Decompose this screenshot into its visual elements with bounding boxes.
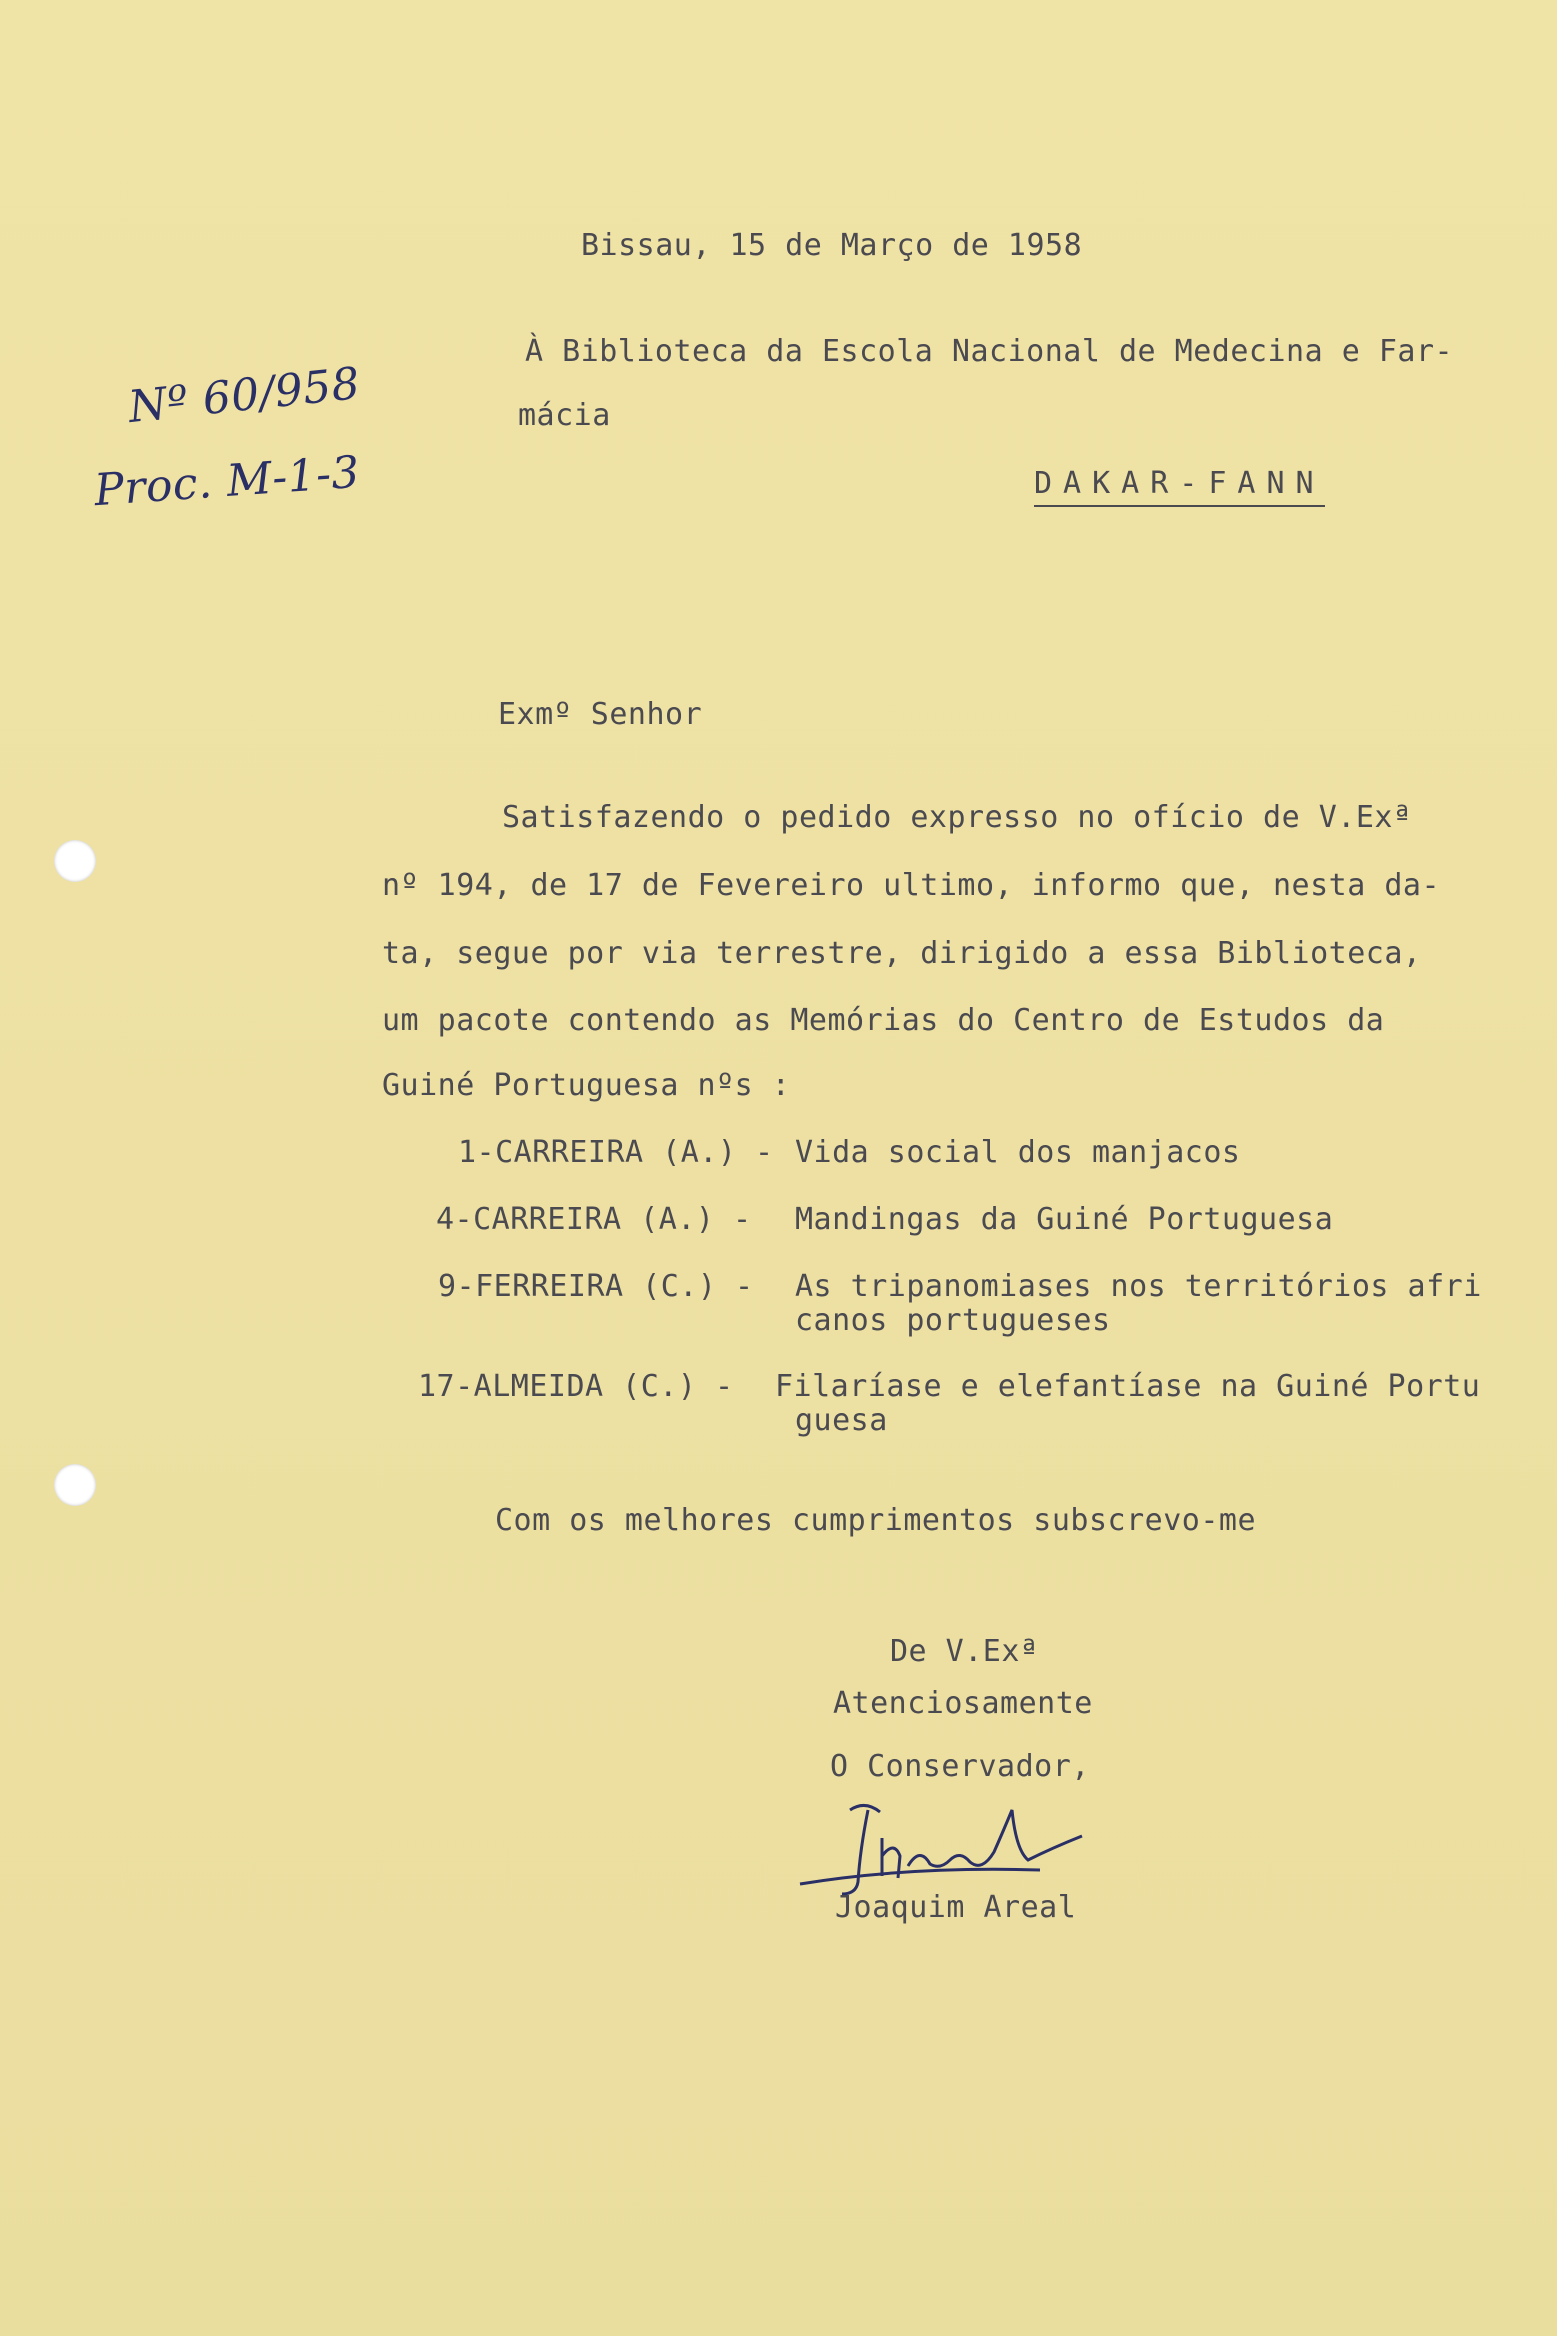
body-line-4: um pacote contendo as Memórias do Centro de Estudos da xyxy=(382,1003,1385,1038)
body-line-1: Satisfazendo o pedido expresso no ofício de V.Exª xyxy=(502,800,1412,835)
item-title: Filaríase e elefantíase na Guiné Portu xyxy=(775,1369,1481,1404)
salutation: Exmº Senhor xyxy=(498,697,703,732)
handwritten-process-code: Proc. M-1-3 xyxy=(92,446,362,517)
item-title: Mandingas da Guiné Portuguesa xyxy=(795,1202,1334,1237)
punch-hole-top xyxy=(54,840,96,882)
handwritten-reference-number: Nº 60/958 xyxy=(125,357,363,434)
item-ref: 1-CARREIRA (A.) - xyxy=(458,1135,774,1170)
item-ref: 17-ALMEIDA (C.) - xyxy=(418,1369,734,1404)
recipient-line-1: À Biblioteca da Escola Nacional de Medecina e Far- xyxy=(525,334,1454,369)
body-line-5: Guiné Portuguesa nºs : xyxy=(382,1068,791,1103)
signoff-line-2: Atenciosamente xyxy=(833,1686,1093,1721)
punch-hole-bottom xyxy=(54,1464,96,1506)
body-line-3: ta, segue por via terrestre, dirigido a essa Biblioteca, xyxy=(382,936,1422,971)
item-title-continued: canos portugueses xyxy=(795,1303,1111,1338)
item-title-continued: guesa xyxy=(795,1403,888,1438)
signoff-line-1: De V.Exª xyxy=(890,1634,1039,1669)
item-ref: 4-CARREIRA (A.) - xyxy=(436,1202,752,1237)
item-title: As tripanomiases nos territórios afri xyxy=(795,1269,1482,1304)
recipient-line-2: mácia xyxy=(518,398,611,433)
recipient-location: DAKAR-FANN xyxy=(1034,466,1325,507)
signer-name: Joaquim Areal xyxy=(835,1890,1077,1925)
item-title: Vida social dos manjacos xyxy=(795,1135,1241,1170)
letter-date: Bissau, 15 de Março de 1958 xyxy=(581,228,1083,263)
body-line-2: nº 194, de 17 de Fevereiro ultimo, informo que, nesta da- xyxy=(382,868,1441,903)
signoff-line-3: O Conservador, xyxy=(830,1749,1090,1784)
closing-line: Com os melhores cumprimentos subscrevo-me xyxy=(495,1503,1257,1538)
item-ref: 9-FERREIRA (C.) - xyxy=(438,1269,754,1304)
